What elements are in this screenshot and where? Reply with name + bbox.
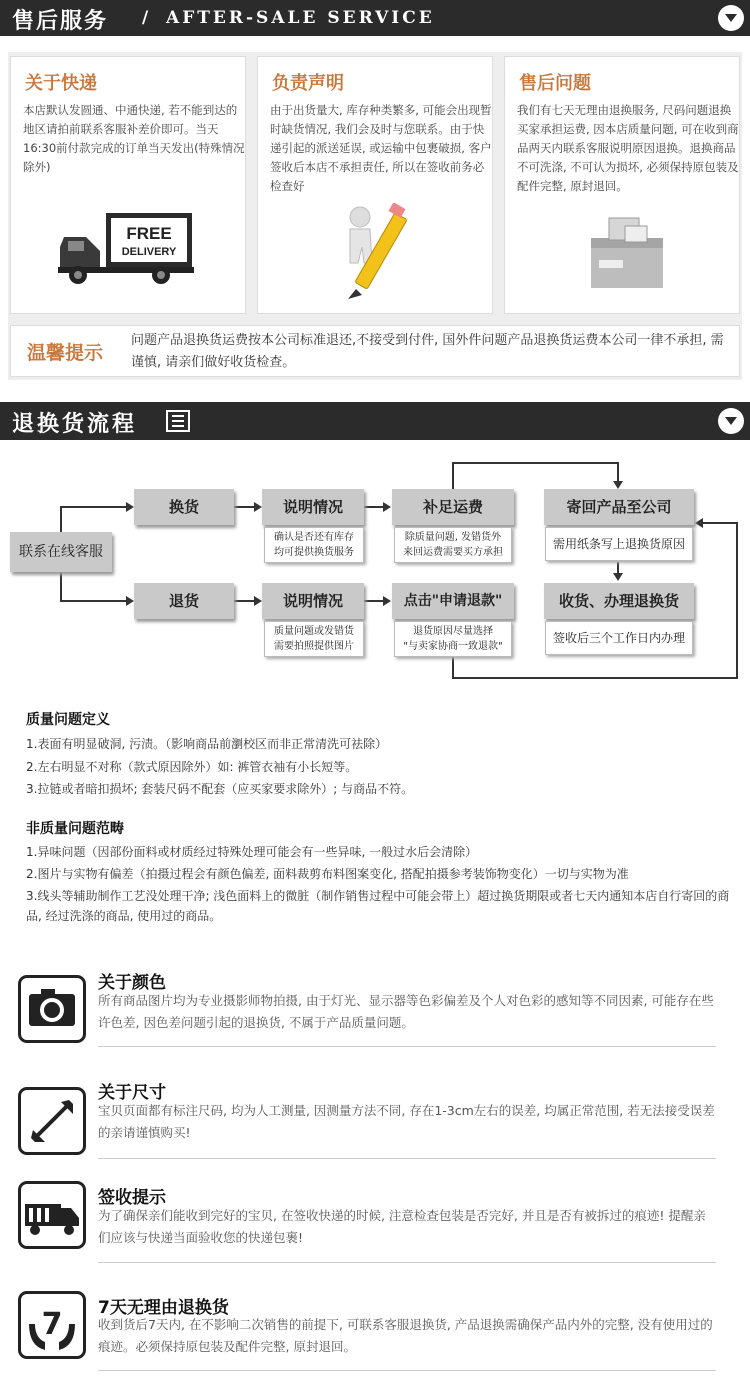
explain-note-2: 质量问题或发错货 需要拍照提供图片 bbox=[264, 621, 364, 657]
truck-sign-line2: DELIVERY bbox=[121, 246, 177, 258]
delivery-title: 关于快递 bbox=[25, 73, 97, 94]
apply-refund-note: 退货原因尽量选择 "与卖家协商一致退款" bbox=[394, 621, 512, 657]
freight-step: 补足运费 bbox=[392, 489, 514, 525]
delivery-text: 本店默认发圆通、中通快递, 若不能到达的地区请拍前联系客服补差价即可。当天16:30前付款完成的订单当天发出(特殊情况除外) bbox=[23, 103, 245, 174]
note-sign-title: 签收提示 bbox=[98, 1188, 166, 1208]
explain-step-1: 说明情况 bbox=[262, 489, 364, 525]
nonquality-title: 非质量问题范畴 bbox=[26, 821, 124, 837]
package-box-icon bbox=[585, 212, 669, 294]
aftersale-text: 我们有七天无理由退换服务, 尺码问题退换买家承担运费, 因本店质量问题, 可在收到商品两天内联系客服说明原因退换。退换商品不可洗涤, 不可认为损坏, 必须保持原包装及配件完整, 原封退回。 bbox=[517, 103, 739, 193]
statement-title: 负责声明 bbox=[272, 73, 344, 94]
receive-note: 签收后三个工作日内办理 bbox=[545, 621, 693, 655]
explain-step-2: 说明情况 bbox=[262, 583, 364, 619]
camera-icon bbox=[18, 975, 86, 1043]
send-back-step: 寄回产品至公司 bbox=[544, 489, 694, 525]
statement-card bbox=[257, 56, 493, 314]
freight-note: 除质量问题, 发错货外 来回运费需要买方承担 bbox=[394, 527, 512, 563]
collapse-icon-2[interactable] bbox=[718, 408, 744, 434]
note-sign-text: 为了确保亲们能收到完好的宝贝, 在签收快递的时候, 注意检查包装是否完好, 并且是否有被拆过的痕迹! 提醒亲们应该与快递当面验收您的快递包裹! bbox=[98, 1208, 706, 1245]
collapse-icon[interactable] bbox=[718, 5, 744, 31]
size-arrow-icon bbox=[18, 1087, 86, 1155]
quality-item: 1.表面有明显破洞, 污渍。（影响商品前瀏校区而非正常清洗可祛除） bbox=[26, 737, 388, 751]
free-delivery-truck-icon bbox=[56, 207, 196, 289]
warm-tip-title: 温馨提示 bbox=[27, 342, 104, 364]
note-size-title: 关于尺寸 bbox=[98, 1083, 166, 1103]
document-icon bbox=[166, 410, 190, 432]
quality-item: 2.左右明显不对称（款式原因除外）如: 裤管衣袖有小长短等。 bbox=[26, 760, 358, 774]
note-size-text: 宝贝页面都有标注尺码, 均为人工测量, 因测量方法不同, 存在1-3cm左右的误差, 均属正常范围, 若无法接受误差的亲请谨慎购买! bbox=[98, 1103, 715, 1140]
pencil-figure-icon bbox=[338, 203, 418, 307]
after-sale-banner bbox=[0, 0, 750, 36]
note-color-title: 关于颜色 bbox=[98, 973, 166, 993]
nonquality-item: 1.异味问题（因部份面料或材质经过特殊处理可能会有一些异味, 一般过水后会清除） bbox=[26, 845, 478, 859]
refund-step: 退货 bbox=[134, 583, 234, 619]
banner-title-en: AFTER-SALE SERVICE bbox=[166, 8, 435, 28]
aftersale-title: 售后问题 bbox=[519, 73, 591, 94]
warm-tip bbox=[10, 325, 740, 377]
seven-days-icon bbox=[18, 1291, 86, 1359]
return-flow-banner bbox=[0, 402, 750, 440]
exchange-step: 换货 bbox=[134, 489, 234, 525]
delivery-card bbox=[10, 56, 246, 314]
nonquality-item: 3.线头等辅助制作工艺没处理干净; 浅色面料上的微脏（制作销售过程中可能会带上）超过换货期限或者七天内通知本店自行寄回的商品, 经过洗涤的商品, 使用过的商品。 bbox=[26, 889, 730, 923]
return-flow-title: 退换货流程 bbox=[12, 411, 138, 437]
seven-days-glyph: 7 bbox=[41, 1307, 63, 1342]
send-back-note: 需用纸条写上退换货原因 bbox=[545, 527, 693, 561]
note-seven-text: 收到货后7天内, 在不影响二次销售的前提下, 可联系客服退换货, 产品退换需确保产品内外的完整, 没有使用过的痕迹。必须保持原包装及配件完整, 原封退回。 bbox=[98, 1317, 713, 1354]
note-color-text: 所有商品图片均为专业摄影师物拍摄, 由于灯光、显示器等色彩偏差及个人对色彩的感知等不同因素, 可能存在些许色差, 因色差问题引起的退换货, 不属于产品质量问题。 bbox=[98, 993, 714, 1030]
banner-title-sep: / bbox=[142, 8, 152, 28]
apply-refund-step: 点击"申请退款" bbox=[392, 583, 514, 619]
contact-service-step: 联系在线客服 bbox=[10, 532, 112, 572]
quality-title: 质量问题定义 bbox=[26, 712, 110, 728]
service-panel bbox=[8, 52, 742, 380]
quality-item: 3.拉链或者暗扣损坏; 套装尺码不配套（应买家要求除外）; 与商品不符。 bbox=[26, 782, 414, 796]
warm-tip-text: 问题产品退换货运费按本公司标准退还,不接受到付件, 国外件问题产品退换货运费本公司一律不承担, 需谨慎, 请亲们做好收货检查。 bbox=[131, 333, 724, 370]
note-seven-title: 7天无理由退换货 bbox=[98, 1298, 229, 1318]
receive-step: 收货、办理退换货 bbox=[544, 583, 694, 619]
banner-title-cn: 售后服务 bbox=[12, 8, 109, 34]
aftersale-card bbox=[504, 56, 740, 314]
nonquality-item: 2.图片与实物有偏差（拍摄过程会有颜色偏差, 面料裁剪布料图案变化, 搭配拍摄参考装饰物变化）一切与实物为准 bbox=[26, 867, 629, 881]
statement-text: 由于出货量大, 库存种类繁多, 可能会出现暂时缺货情况, 我们会及时与您联系。由于快递引起的派送延误, 或运输中包裹破损, 客户签收后本店不承担责任, 所以在签收前务必检查好 bbox=[270, 103, 492, 193]
truck-icon bbox=[18, 1181, 86, 1249]
explain-note-1: 确认是否还有库存 均可提供换货服务 bbox=[264, 527, 364, 563]
truck-sign-line1: FREE bbox=[126, 224, 172, 243]
